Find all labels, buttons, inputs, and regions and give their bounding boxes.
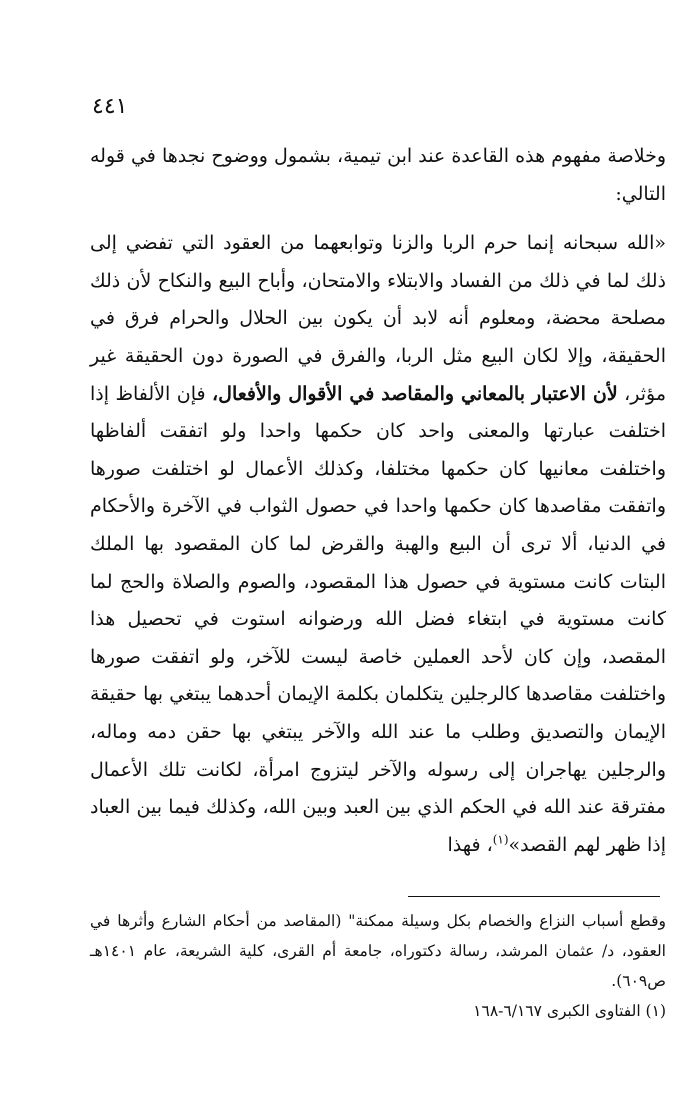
quote-tail: ، فهذا [447,833,493,856]
footnote-separator [408,896,660,897]
footnotes [90,906,666,1026]
intro-paragraph: وخلاصة مفهوم هذه القاعدة عند ابن تيمية، بشمول ووضوح نجدها في قوله التالي: [90,145,666,205]
footnote-continuation: وقطع أسباب النزاع والخصام بكل وسيلة ممكنة" (المقاصد من أحكام الشارع وأثرها في العقود، د/ عثمان المرشد، رسالة دكتوراه، جامعة أم القرى، كلية الشريعة، عام ١٤٠١هـ ص٦٠٩). [90,912,666,990]
main-text [90,138,666,864]
footnote-reference[interactable]: (١) [492,832,509,847]
quote-emphasis: لأن الاعتبار بالمعاني والمقاصد في الأقوال والأفعال، [212,382,618,405]
quote-text-part1: «الله سبحانه إنما حرم الربا والزنا وتوابعهما من العقود التي تفضي إلى ذلك لما في ذلك من الفساد والابتلاء والامتحان، وأباح البيع والنكاح لأن ذلك مصلحة محضة، ومعلوم أنه لابد أن يكون بين الحلال والحرام فرق في الحقيقة، وإلا لكان البيع مثل الربا، والفرق في الصورة دون الحقيقة غير مؤثر، [90,232,666,405]
quote-text-part2: فإن الألفاظ إذا اختلفت عبارتها والمعنى واحد كان حكمها واحدا ولو اتفقت ألفاظها واختلفت معانيها كان حكمها مختلفا، وكذلك الأعمال لو اختلفت صورها واتفقت مقاصدها كان حكمها واحدا في حصول الثواب في الآخرة والأحكام في الدنيا، ألا ترى أن البيع والهبة والقرض لما كان المقصود بها الملك البتات كانت مستوية في حصول هذا المقصود، والصوم والصلاة والحج لما كانت مستوية في ابتغاء فضل الله ورضوانه استوت في تحصيل هذا المقصد، وإن كان لأحد العملين خاصة ليست للآخر، ولو اتفقت صورها واختلفت مقاصدها كالرجلين يتكلمان بكلمة الإيمان أحدهما يبتغي بها حقيقة الإيمان والتصديق وطلب ما عند الله والآخر يبتغي بها حقن دمه وماله، والرجلين يهاجران إلى رسوله والآخر ليتزوج امرأة، لكانت تلك الأعمال مفترقة عند الله في الحكم الذي بين العبد وبين الله، وكذلك فيما بين العباد إذا ظهر لهم القصد» [90,382,666,856]
quote-paragraph [90,225,666,864]
footnote-1: (١) الفتاوى الكبرى ٦/١٦٧-١٦٨ [473,1002,666,1020]
page-number: ٤٤١ [92,94,128,119]
